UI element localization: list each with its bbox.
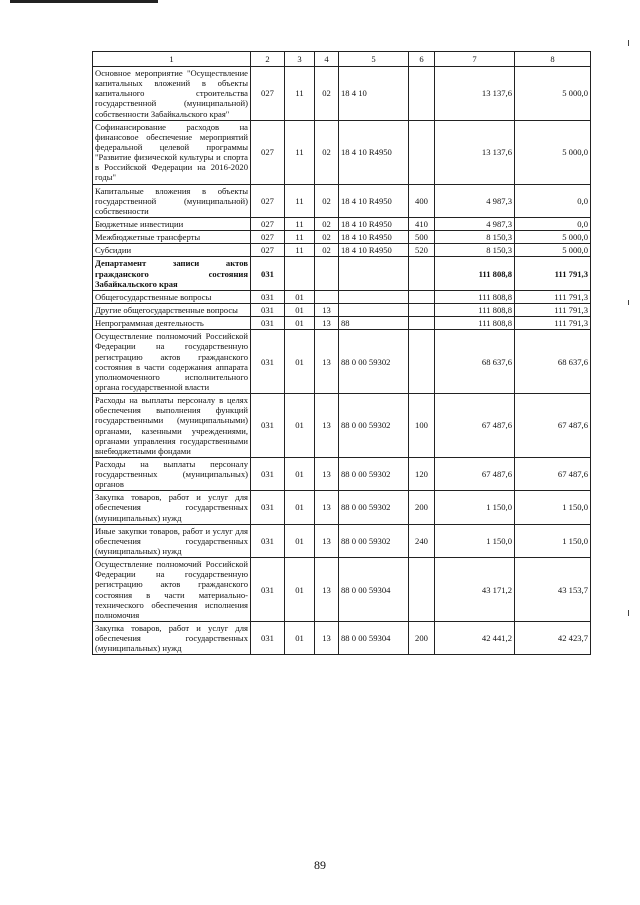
amount-col7: 1 150,0 — [435, 524, 515, 557]
table-row — [93, 120, 591, 184]
code-expense-type — [409, 290, 435, 303]
code-target — [339, 303, 409, 316]
amount-col8: 43 153,7 — [515, 558, 591, 622]
code-target — [339, 290, 409, 303]
amount-col8: 68 637,6 — [515, 330, 591, 394]
table-row — [93, 217, 591, 230]
amount-col7: 111 808,8 — [435, 317, 515, 330]
code-section: 01 — [285, 491, 315, 524]
code-subsection: 13 — [315, 394, 339, 458]
code-expense-type: 200 — [409, 622, 435, 655]
row-name: Софинансирование расходов на финансовое обеспечение мероприятий федеральной целевой программы "Развитие физической культуры и спорта в Российской Федерации на 2016-2020 годы" — [93, 120, 251, 184]
amount-col7: 111 808,8 — [435, 303, 515, 316]
code-admin: 031 — [251, 394, 285, 458]
table-row — [93, 244, 591, 257]
scan-artifact — [628, 300, 629, 305]
code-expense-type — [409, 330, 435, 394]
amount-col8: 5 000,0 — [515, 244, 591, 257]
code-admin: 031 — [251, 524, 285, 557]
header-cell: 6 — [409, 52, 435, 67]
amount-col8: 5 000,0 — [515, 231, 591, 244]
amount-col7: 8 150,3 — [435, 231, 515, 244]
table-row — [93, 231, 591, 244]
code-subsection: 13 — [315, 622, 339, 655]
code-section — [285, 257, 315, 290]
table-row — [93, 317, 591, 330]
code-target: 88 0 00 59304 — [339, 622, 409, 655]
amount-col8: 0,0 — [515, 184, 591, 217]
code-target: 88 0 00 59302 — [339, 457, 409, 490]
code-target: 88 0 00 59302 — [339, 491, 409, 524]
code-admin: 031 — [251, 257, 285, 290]
code-expense-type — [409, 120, 435, 184]
code-subsection: 13 — [315, 330, 339, 394]
amount-col8: 111 791,3 — [515, 257, 591, 290]
table-row — [93, 622, 591, 655]
code-section: 01 — [285, 457, 315, 490]
table-row — [93, 457, 591, 490]
code-target: 88 0 00 59302 — [339, 394, 409, 458]
amount-col8: 111 791,3 — [515, 317, 591, 330]
header-cell: 2 — [251, 52, 285, 67]
code-subsection: 02 — [315, 231, 339, 244]
code-target: 18 4 10 R4950 — [339, 244, 409, 257]
code-target: 88 0 00 59302 — [339, 524, 409, 557]
amount-col7: 68 637,6 — [435, 330, 515, 394]
header-cell: 8 — [515, 52, 591, 67]
amount-col7: 4 987,3 — [435, 217, 515, 230]
code-section: 01 — [285, 622, 315, 655]
code-subsection: 13 — [315, 317, 339, 330]
header-cell: 7 — [435, 52, 515, 67]
row-name: Расходы на выплаты персоналу государственных (муниципальных) органов — [93, 457, 251, 490]
code-expense-type — [409, 558, 435, 622]
code-admin: 031 — [251, 330, 285, 394]
row-name: Капитальные вложения в объекты государственной (муниципальной) собственности — [93, 184, 251, 217]
table-row — [93, 394, 591, 458]
table-row — [93, 303, 591, 316]
code-admin: 027 — [251, 244, 285, 257]
amount-col7: 13 137,6 — [435, 120, 515, 184]
row-name: Основное мероприятие "Осуществление капитальных вложений в объекты капитального строительства государственной (муниципальной) собственности Забайкальского края" — [93, 67, 251, 121]
header-cell: 4 — [315, 52, 339, 67]
row-name: Непрограммная деятельность — [93, 317, 251, 330]
table-row — [93, 290, 591, 303]
amount-col7: 43 171,2 — [435, 558, 515, 622]
code-expense-type — [409, 303, 435, 316]
table-row — [93, 257, 591, 290]
row-name: Департамент записи актов гражданского состояния Забайкальского края — [93, 257, 251, 290]
amount-col7: 1 150,0 — [435, 491, 515, 524]
amount-col7: 13 137,6 — [435, 67, 515, 121]
amount-col8: 5 000,0 — [515, 67, 591, 121]
code-section: 01 — [285, 558, 315, 622]
row-name: Общегосударственные вопросы — [93, 290, 251, 303]
code-subsection: 02 — [315, 184, 339, 217]
code-subsection: 13 — [315, 491, 339, 524]
code-admin: 031 — [251, 457, 285, 490]
amount-col8: 111 791,3 — [515, 303, 591, 316]
code-subsection — [315, 290, 339, 303]
code-expense-type: 240 — [409, 524, 435, 557]
code-admin: 031 — [251, 290, 285, 303]
code-section: 11 — [285, 217, 315, 230]
table-row — [93, 67, 591, 121]
page-number: 89 — [314, 858, 326, 872]
row-name: Расходы на выплаты персоналу в целях обеспечения выполнения функций государственными (муниципальными) органами, казенными учреждениями, органами управления государственными внебюджетными фондами — [93, 394, 251, 458]
table-row — [93, 330, 591, 394]
row-name: Иные закупки товаров, работ и услуг для обеспечения государственных (муниципальных) нужд — [93, 524, 251, 557]
code-admin: 031 — [251, 622, 285, 655]
code-admin: 027 — [251, 231, 285, 244]
code-expense-type: 410 — [409, 217, 435, 230]
code-target: 88 0 00 59304 — [339, 558, 409, 622]
scan-artifact — [628, 610, 629, 616]
code-subsection — [315, 257, 339, 290]
row-name: Осуществление полномочий Российской Федерации на государственную регистрацию актов гражданского состояния в части материально-технического обеспечения исполнения полномочия — [93, 558, 251, 622]
scan-edge-mark — [10, 0, 158, 3]
amount-col8: 0,0 — [515, 217, 591, 230]
code-target — [339, 257, 409, 290]
code-expense-type — [409, 67, 435, 121]
row-name: Осуществление полномочий Российской Федерации на государственную регистрацию актов гражданского состояния в части содержания аппарата уполномоченного исполнительного органа государственной власти — [93, 330, 251, 394]
code-subsection: 13 — [315, 524, 339, 557]
code-target: 18 4 10 R4950 — [339, 217, 409, 230]
code-target: 18 4 10 R4950 — [339, 184, 409, 217]
amount-col8: 111 791,3 — [515, 290, 591, 303]
code-expense-type: 120 — [409, 457, 435, 490]
amount-col7: 111 808,8 — [435, 257, 515, 290]
header-cell: 1 — [93, 52, 251, 67]
row-name: Межбюджетные трансферты — [93, 231, 251, 244]
amount-col8: 1 150,0 — [515, 524, 591, 557]
row-name: Закупка товаров, работ и услуг для обеспечения государственных (муниципальных) нужд — [93, 491, 251, 524]
row-name: Другие общегосударственные вопросы — [93, 303, 251, 316]
code-section: 01 — [285, 290, 315, 303]
code-expense-type: 400 — [409, 184, 435, 217]
code-section: 11 — [285, 120, 315, 184]
code-expense-type: 100 — [409, 394, 435, 458]
code-section: 11 — [285, 67, 315, 121]
code-expense-type: 200 — [409, 491, 435, 524]
code-section: 01 — [285, 317, 315, 330]
scan-artifact — [628, 40, 629, 46]
code-target: 88 — [339, 317, 409, 330]
code-target: 18 4 10 — [339, 67, 409, 121]
code-subsection: 02 — [315, 120, 339, 184]
amount-col7: 8 150,3 — [435, 244, 515, 257]
code-expense-type: 520 — [409, 244, 435, 257]
code-subsection: 13 — [315, 457, 339, 490]
amount-col7: 67 487,6 — [435, 394, 515, 458]
amount-col7: 67 487,6 — [435, 457, 515, 490]
code-section: 11 — [285, 244, 315, 257]
amount-col7: 111 808,8 — [435, 290, 515, 303]
code-expense-type — [409, 257, 435, 290]
code-target: 18 4 10 R4950 — [339, 120, 409, 184]
code-subsection: 02 — [315, 244, 339, 257]
code-admin: 027 — [251, 120, 285, 184]
code-section: 01 — [285, 303, 315, 316]
table-row — [93, 184, 591, 217]
amount-col8: 42 423,7 — [515, 622, 591, 655]
code-expense-type: 500 — [409, 231, 435, 244]
row-name: Закупка товаров, работ и услуг для обеспечения государственных (муниципальных) нужд — [93, 622, 251, 655]
amount-col7: 42 441,2 — [435, 622, 515, 655]
amount-col7: 4 987,3 — [435, 184, 515, 217]
code-subsection: 02 — [315, 217, 339, 230]
code-section: 01 — [285, 524, 315, 557]
budget-table — [92, 51, 591, 655]
header-cell: 5 — [339, 52, 409, 67]
header-row — [93, 52, 591, 67]
row-name: Бюджетные инвестиции — [93, 217, 251, 230]
code-section: 11 — [285, 184, 315, 217]
code-expense-type — [409, 317, 435, 330]
code-subsection: 02 — [315, 67, 339, 121]
code-admin: 027 — [251, 184, 285, 217]
code-admin: 031 — [251, 303, 285, 316]
amount-col8: 67 487,6 — [515, 457, 591, 490]
code-target: 18 4 10 R4950 — [339, 231, 409, 244]
table-row — [93, 491, 591, 524]
code-admin: 027 — [251, 217, 285, 230]
amount-col8: 5 000,0 — [515, 120, 591, 184]
row-name: Субсидии — [93, 244, 251, 257]
code-admin: 031 — [251, 558, 285, 622]
code-admin: 031 — [251, 491, 285, 524]
code-subsection: 13 — [315, 303, 339, 316]
code-section: 01 — [285, 330, 315, 394]
code-section: 01 — [285, 394, 315, 458]
amount-col8: 67 487,6 — [515, 394, 591, 458]
header-cell: 3 — [285, 52, 315, 67]
code-section: 11 — [285, 231, 315, 244]
amount-col8: 1 150,0 — [515, 491, 591, 524]
code-subsection: 13 — [315, 558, 339, 622]
code-admin: 027 — [251, 67, 285, 121]
table-row — [93, 558, 591, 622]
code-admin: 031 — [251, 317, 285, 330]
table-row — [93, 524, 591, 557]
code-target: 88 0 00 59302 — [339, 330, 409, 394]
